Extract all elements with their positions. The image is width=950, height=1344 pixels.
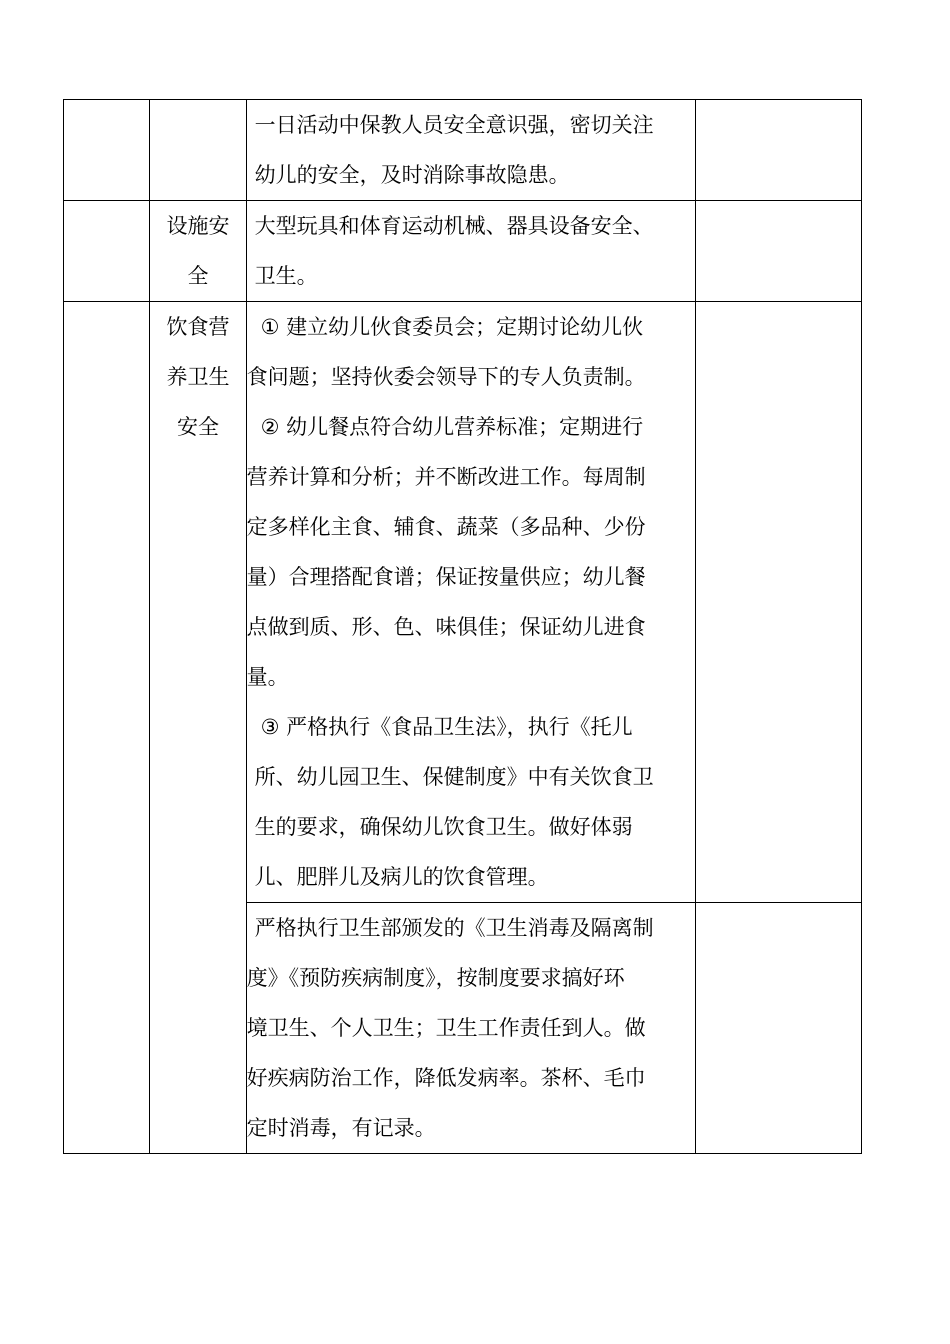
content-line: 度》《预防疾病制度》，按制度要求搞好环	[246, 966, 625, 990]
content-line: 严格执行卫生部颁发的《卫生消毒及隔离制	[254, 916, 654, 940]
content-line: 量。	[246, 665, 289, 689]
category-label: 设施安全	[166, 214, 230, 288]
empty-cell	[64, 100, 150, 201]
content-cell	[246, 302, 696, 903]
content-line: 一日活动中保教人员安全意识强，密切关注	[254, 113, 654, 137]
score-cell	[696, 100, 862, 201]
content-line: 点做到质、形、色、味俱佳；保证幼儿进食	[246, 615, 646, 639]
safety-checklist-table-wrapper	[63, 99, 862, 1154]
table-row	[64, 201, 862, 302]
content-line: ③ 严格执行《食品卫生法》，执行《托儿	[260, 715, 633, 739]
content-line: 营养计算和分析；并不断改进工作。每周制	[246, 465, 646, 489]
score-cell	[696, 201, 862, 302]
category-cell	[150, 201, 246, 302]
category-cell	[150, 302, 246, 1154]
content-line: 量）合理搭配食谱；保证按量供应；幼儿餐	[246, 565, 646, 589]
category-cell	[150, 100, 246, 201]
content-line: 食问题；坚持伙委会领导下的专人负责制。	[246, 365, 646, 389]
content-cell	[246, 100, 696, 201]
safety-checklist-table	[63, 99, 862, 1154]
content-line: 好疾病防治工作，降低发病率。茶杯、毛巾	[246, 1066, 646, 1090]
content-line: ② 幼儿餐点符合幼儿营养标准；定期进行	[260, 415, 644, 439]
content-line: 定多样化主食、辅食、蔬菜（多品种、少份	[246, 515, 646, 539]
score-cell	[696, 903, 862, 1154]
content-line: ① 建立幼儿伙食委员会；定期讨论幼儿伙	[260, 315, 644, 339]
content-cell	[246, 903, 696, 1154]
content-line: 幼儿的安全，及时消除事故隐患。	[254, 163, 570, 187]
content-line: 定时消毒，有记录。	[246, 1116, 436, 1140]
empty-cell	[64, 302, 150, 1154]
empty-cell	[64, 201, 150, 302]
content-line: 生的要求，确保幼儿饮食卫生。做好体弱	[254, 815, 633, 839]
category-label: 饮食营养卫生安全	[166, 315, 230, 439]
content-line: 所、幼儿园卫生、保健制度》中有关饮食卫	[254, 765, 654, 789]
score-cell	[696, 302, 862, 903]
content-cell	[246, 201, 696, 302]
table-row	[64, 100, 862, 201]
table-row	[64, 302, 862, 903]
content-line: 境卫生、个人卫生；卫生工作责任到人。做	[246, 1016, 646, 1040]
content-line: 儿、肥胖儿及病儿的饮食管理。	[254, 865, 549, 889]
content-line: 卫生。	[254, 264, 318, 288]
content-line: 大型玩具和体育运动机械、器具设备安全、	[254, 214, 654, 238]
